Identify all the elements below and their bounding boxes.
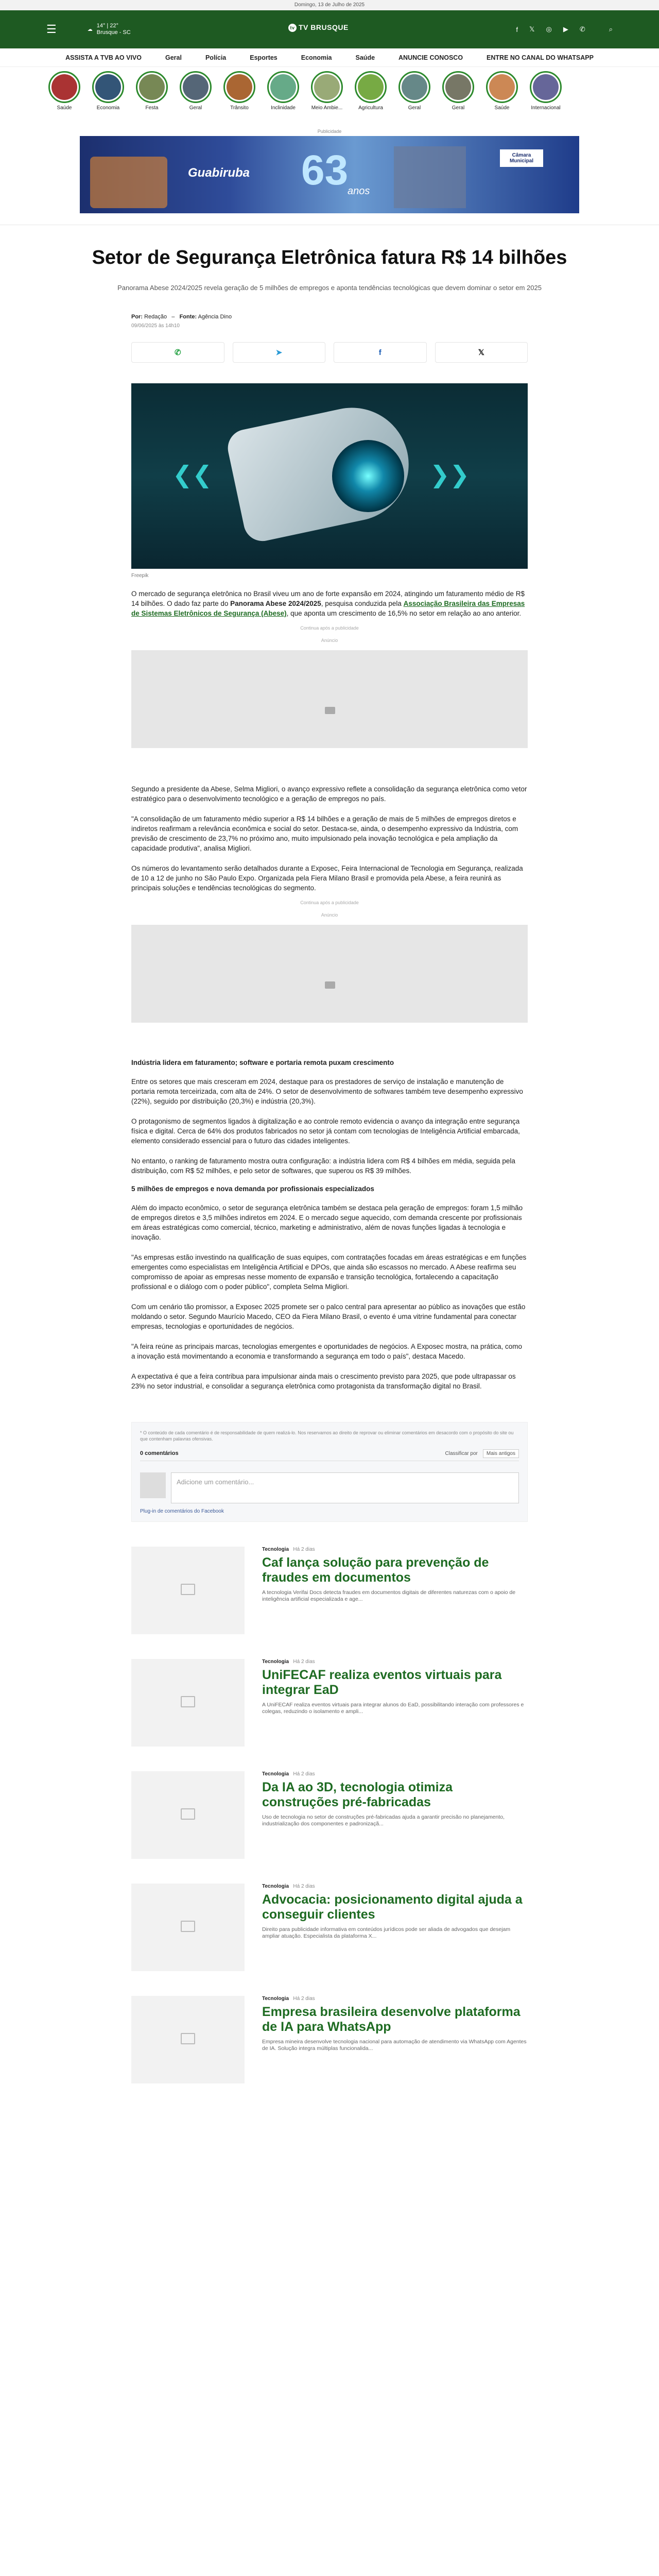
story-thumb xyxy=(51,74,77,100)
sort-select[interactable]: Mais antigos xyxy=(483,1449,519,1458)
share-whatsapp-button[interactable]: ✆ xyxy=(131,342,224,363)
related-thumb[interactable] xyxy=(131,1659,245,1747)
x-icon[interactable]: 𝕏 xyxy=(529,25,535,33)
related-title[interactable]: Da IA ao 3D, tecnologia otimiza construções pré-fabricadas xyxy=(262,1780,453,1809)
banner-city: Guabiruba xyxy=(188,166,250,180)
nav-item[interactable]: Economia xyxy=(301,54,332,61)
story-thumb xyxy=(314,74,340,100)
article-image: ❮❮ ❯❯ xyxy=(131,383,528,569)
paragraph: Segundo a presidente da Abese, Selma Migliori, o avanço expressivo reflete a consolidação da segurança eletrônica como vetor estratégico para o desenvolvimento tecnológico e a geração de empregos no país. xyxy=(131,785,527,803)
related-thumb[interactable] xyxy=(131,1547,245,1634)
related-title[interactable]: UniFECAF realiza eventos virtuais para integrar EaD xyxy=(262,1668,502,1697)
related-card[interactable] xyxy=(131,1884,528,1971)
image-credit: Freepik xyxy=(131,573,149,579)
story-item[interactable] xyxy=(311,71,343,111)
social-links xyxy=(516,25,613,33)
related-category: Tecnologia xyxy=(262,1771,289,1777)
related-time: Há 2 dias xyxy=(293,1659,315,1665)
related-time: Há 2 dias xyxy=(293,1884,315,1889)
story-label: Economia xyxy=(96,105,120,111)
comment-input[interactable]: Adicione um comentário... xyxy=(171,1472,519,1503)
banner-building xyxy=(394,146,466,208)
related-desc: A tecnologia Verifai Docs detecta fraudes em documentos digitais de diferentes naturezas com o apoio de inteligência artificial especializada e age... xyxy=(262,1589,516,1602)
story-label: Internacional xyxy=(531,105,561,111)
story-thumb xyxy=(358,74,384,100)
author: Redação xyxy=(144,314,167,320)
banner-number: 63 xyxy=(301,147,349,194)
story-label: Saúde xyxy=(494,105,510,111)
paragraph: A expectativa é que a feira contribua para impulsionar ainda mais o crescimento previsto para 2025, que pode ultrapassar os 23% no setor industrial, e consolidar a segurança eletrônica como protagonista da transformação digital no Brasil. xyxy=(131,1372,516,1390)
share-facebook-button[interactable]: f xyxy=(334,342,427,363)
story-thumb xyxy=(183,74,209,100)
related-thumb[interactable] xyxy=(131,1771,245,1859)
story-label: Saúde xyxy=(57,105,72,111)
banner-photo xyxy=(90,157,167,208)
related-category: Tecnologia xyxy=(262,1996,289,2002)
image-icon xyxy=(181,1808,195,1820)
story-item[interactable] xyxy=(398,71,430,111)
related-thumb[interactable] xyxy=(131,1884,245,1971)
nav-item[interactable]: ANUNCIE CONOSCO xyxy=(398,54,463,61)
story-thumb xyxy=(402,74,427,100)
story-thumb xyxy=(489,74,515,100)
related-desc: A UniFECAF realiza eventos virtuais para integrar alunos do EaD, possibilitando interação com professores e colegas, reduzindo o isolamento e ampli... xyxy=(262,1702,524,1715)
related-card[interactable] xyxy=(131,1996,528,2083)
related-title[interactable]: Caf lança solução para prevenção de fraudes em documentos xyxy=(262,1555,489,1585)
image-icon xyxy=(181,1921,195,1932)
related-card[interactable] xyxy=(131,1547,528,1634)
comments-section xyxy=(131,1422,528,1522)
story-item[interactable] xyxy=(92,71,124,111)
story-thumb xyxy=(270,74,296,100)
related-category: Tecnologia xyxy=(262,1884,289,1889)
story-label: Meio Ambie... xyxy=(311,105,343,111)
story-item[interactable] xyxy=(136,71,168,111)
continua-label: Continua após a publicidade xyxy=(300,625,359,631)
comments-note: * O conteúdo de cada comentário é de responsabilidade de quem realizá-lo. Nos reservamos ao direito de reprovar ou eliminar comentários em desacordo com o propósito do site ou que contenham palavras ofensivas. xyxy=(140,1430,514,1442)
nav-item[interactable]: ENTRE NO CANAL DO WHATSAPP xyxy=(487,54,594,61)
ad-slot[interactable] xyxy=(131,645,528,748)
story-label: Geral xyxy=(189,105,202,111)
publish-date: 09/06/2025 às 14h10 xyxy=(131,323,180,329)
story-item[interactable] xyxy=(442,71,474,111)
search-icon[interactable]: ⌕ xyxy=(609,25,613,33)
anuncio-label: Anúncio xyxy=(321,638,338,643)
youtube-icon[interactable]: ▶ xyxy=(563,25,568,33)
related-desc: Uso de tecnologia no setor de construções pré-fabricadas ajuda a garantir precisão no planejamento, industrialização dos componentes e padronizaçã... xyxy=(262,1814,505,1827)
story-item[interactable] xyxy=(180,71,212,111)
main-nav xyxy=(0,48,659,67)
sort-control xyxy=(440,1451,519,1456)
weather-temp: 14° | 22° xyxy=(96,23,118,29)
whatsapp-icon[interactable]: ✆ xyxy=(579,25,585,33)
paragraph: "A feira reúne as principais marcas, tecnologias emergentes e oportunidades de negócios. A Exposec mostra, na prática, como a inovação está movimentando a economia e transformando a segurança em todo o país", destaca Macedo. xyxy=(131,1343,522,1360)
ad-banner[interactable] xyxy=(80,136,579,213)
story-item[interactable] xyxy=(530,71,562,111)
date-bar xyxy=(0,0,659,10)
nav-item[interactable]: Saúde xyxy=(355,54,375,61)
site-logo[interactable]: tv TV BRUSQUE xyxy=(288,23,349,32)
story-label: Geral xyxy=(408,105,421,111)
image-icon xyxy=(181,2033,195,2044)
paragraph: O mercado de segurança eletrônica no Brasil viveu um ano de forte expansão em 2024, atingindo um faturamento médio de R$ 14 bilhões. O dado faz parte do Panorama Abese 2024/2025, pesquisa conduzida pela Associação Brasileira das Empresas de Sistemas Eletrônicos de Segurança (Abese), que aponta um crescimento de 16,5% no setor em relação ao ano anterior. xyxy=(131,590,525,617)
byline: Por: Redação – Fonte: Agência Dino 09/06/2025 às 14h10 xyxy=(131,312,528,331)
paragraph: "As empresas estão investindo na qualificação de suas equipes, com contratações focadas em áreas estratégicas e em funções emergentes como especialistas em Inteligência Artificial e DPOs, que ainda são escassos no mercado. A Abese reafirma seu compromisso de apoiar as empresas nesse momento de expansão e transição tecnológica, fortalecendo a capacitação profissional e o diálogo com o poder público", completa Selma Migliori. xyxy=(131,1253,527,1291)
story-label: Inclinidade xyxy=(271,105,296,111)
story-thumb xyxy=(227,74,252,100)
avatar xyxy=(140,1472,166,1498)
story-item[interactable] xyxy=(48,71,80,111)
section-heading: Indústria lidera em faturamento; software e portaria remota puxam crescimento xyxy=(131,1059,394,1066)
facebook-plugin-link[interactable]: Plug-in de comentários do Facebook xyxy=(140,1509,224,1514)
story-item[interactable] xyxy=(267,71,299,111)
image-icon xyxy=(181,1696,195,1707)
related-card[interactable] xyxy=(131,1771,528,1859)
ad-slot[interactable] xyxy=(131,920,528,1023)
site-header xyxy=(0,10,659,48)
ad-label: Publicidade xyxy=(317,129,342,134)
paragraph: No entanto, o ranking de faturamento mostra outra configuração: a indústria lidera com R$ 4 bilhões em média, seguida pela distribuição, com R$ 52 milhões, e pelo setor de softwares, que superou os R$ 39 milhões. xyxy=(131,1157,515,1175)
paragraph: "A consolidação de um faturamento médio superior a R$ 14 bilhões e a geração de mais de 5 milhões de empregos diretos e indiretos reafirmam a relevância econômica e social do setor. Destaca-se, ainda, o desempenho expressivo da Indústria, com previsão de crescimento de 23,7% no próximo ano, muito impulsionado pela inovação tecnológica e pela ampliação da capacidade produtiva", analisa Migliori. xyxy=(131,815,518,852)
paragraph: O protagonismo de segmentos ligados à digitalização e ao controle remoto evidencia o avanço da integração entre segurança física e digital. Cerca de 64% dos produtos fabricados no setor já contam com tecnologias de Inteligência Artificial embarcada, elemento considerado essencial para o futuro das cidades inteligentes. xyxy=(131,1117,520,1145)
story-label: Trânsito xyxy=(230,105,249,111)
paragraph: Entre os setores que mais cresceram em 2024, destaque para os prestadores de serviço de instalação e manutenção de portaria remota terceirizada, com alta de 24%. O setor de desenvolvimento de softwares também teve desempenho expressivo (22%), seguido por distribuição (20,3%) e indústria (20,3%). xyxy=(131,1078,523,1105)
banner-org: Câmara Municipal xyxy=(500,149,543,167)
comments-count: 0 comentários xyxy=(140,1450,179,1456)
abese-link[interactable]: Associação Brasileira das Empresas de Sistemas Eletrônicos de Segurança (Abese) xyxy=(131,600,525,617)
banner-word: anos xyxy=(348,185,370,197)
article-body xyxy=(131,312,528,2083)
paragraph: Com um cenário tão promissor, a Exposec 2025 promete ser o palco central para apresentar ao público as inovações que estão moldando o setor. Segundo Maurício Macedo, CEO da Fiera Milano Brasil, o evento é uma vitrine fundamental para conectar empresas, tecnologias e oportunidades de negócios. xyxy=(131,1303,526,1330)
weather-widget xyxy=(88,23,131,36)
story-thumb xyxy=(445,74,471,100)
story-thumb xyxy=(139,74,165,100)
image-icon xyxy=(181,1584,195,1595)
related-thumb[interactable] xyxy=(131,1996,245,2083)
related-desc: Direito para publicidade informativa em conteúdos jurídicos pode ser aliada de advogados que desejam ampliar atuação. Especialista da plataforma X... xyxy=(262,1926,511,1939)
story-thumb xyxy=(533,74,559,100)
related-category: Tecnologia xyxy=(262,1659,289,1665)
article-subtitle: Panorama Abese 2024/2025 revela geração de 5 milhões de empregos e aponta tendências tecnológicas que devem dominar o setor em 2025 xyxy=(117,284,542,292)
nav-item[interactable]: Geral xyxy=(165,54,182,61)
related-time: Há 2 dias xyxy=(293,1547,315,1552)
cloud-icon: ☁ xyxy=(87,26,93,32)
share-x-button[interactable]: 𝕏 xyxy=(435,342,528,363)
paragraph: Além do impacto econômico, o setor de segurança eletrônica também se destaca pela geração de empregos: foram 1,5 milhão de empregos diretos e 3,5 milhões indiretos em 2024. E o mercado segue aquecido, com demanda crescente por profissionais em áreas estratégicas como comercial, técnico, marketing e administrativo, além de novas funções ligadas à tecnologia e inovação. xyxy=(131,1204,523,1241)
related-desc: Empresa mineira desenvolve tecnologia nacional para automação de atendimento via WhatsApp com Agentes de IA. Solução integra múltiplas funcionalida... xyxy=(262,2039,527,2052)
weather-city: Brusque - SC xyxy=(96,29,131,36)
menu-icon[interactable]: ☰ xyxy=(46,23,57,36)
story-item[interactable] xyxy=(355,71,387,111)
related-time: Há 2 dias xyxy=(293,1996,315,2002)
related-category: Tecnologia xyxy=(262,1547,289,1552)
related-card[interactable] xyxy=(131,1659,528,1747)
related-list xyxy=(131,1547,528,2083)
story-label: Agricultura xyxy=(358,105,383,111)
instagram-icon[interactable]: ◎ xyxy=(546,25,552,33)
story-label: Geral xyxy=(452,105,465,111)
anuncio-label: Anúncio xyxy=(321,912,338,918)
related-title[interactable]: Advocacia: posicionamento digital ajuda a conseguir clientes xyxy=(262,1892,523,1922)
logo-text: TV BRUSQUE xyxy=(299,23,349,31)
nav-item[interactable]: Polícia xyxy=(205,54,227,61)
share-telegram-button[interactable]: ➤ xyxy=(233,342,326,363)
source: Agência Dino xyxy=(198,314,232,320)
share-buttons xyxy=(131,342,528,363)
author-label: Por: xyxy=(131,314,143,320)
facebook-icon[interactable]: f xyxy=(516,25,518,33)
continua-label: Continua após a publicidade xyxy=(300,900,359,905)
article-title: Setor de Segurança Eletrônica fatura R$ 14 bilhões xyxy=(92,247,567,268)
stories-bar xyxy=(0,67,659,129)
nav-item[interactable]: ASSISTA A TVB AO VIVO xyxy=(65,54,142,61)
sort-label: Classificar por xyxy=(445,1450,478,1456)
story-item[interactable] xyxy=(223,71,255,111)
section-heading: 5 milhões de empregos e nova demanda por profissionais especializados xyxy=(131,1185,374,1193)
current-date: Domingo, 13 de Julho de 2025 xyxy=(294,2,365,8)
story-label: Festa xyxy=(145,105,159,111)
story-thumb xyxy=(95,74,121,100)
related-title[interactable]: Empresa brasileira desenvolve plataforma de IA para WhatsApp xyxy=(262,2005,521,2034)
nav-item[interactable]: Esportes xyxy=(250,54,278,61)
related-time: Há 2 dias xyxy=(293,1771,315,1777)
story-item[interactable] xyxy=(486,71,518,111)
paragraph: Os números do levantamento serão detalhados durante a Exposec, Feira Internacional de Tecnologia em Segurança, realizada de 10 a 12 de junho no São Paulo Expo. Organizada pela Fiera Milano Brasil e promovida pela Abese, a feira reunirá as principais soluções e tendências tecnológicas do segmento. xyxy=(131,865,523,892)
source-label: Fonte: xyxy=(179,314,197,320)
